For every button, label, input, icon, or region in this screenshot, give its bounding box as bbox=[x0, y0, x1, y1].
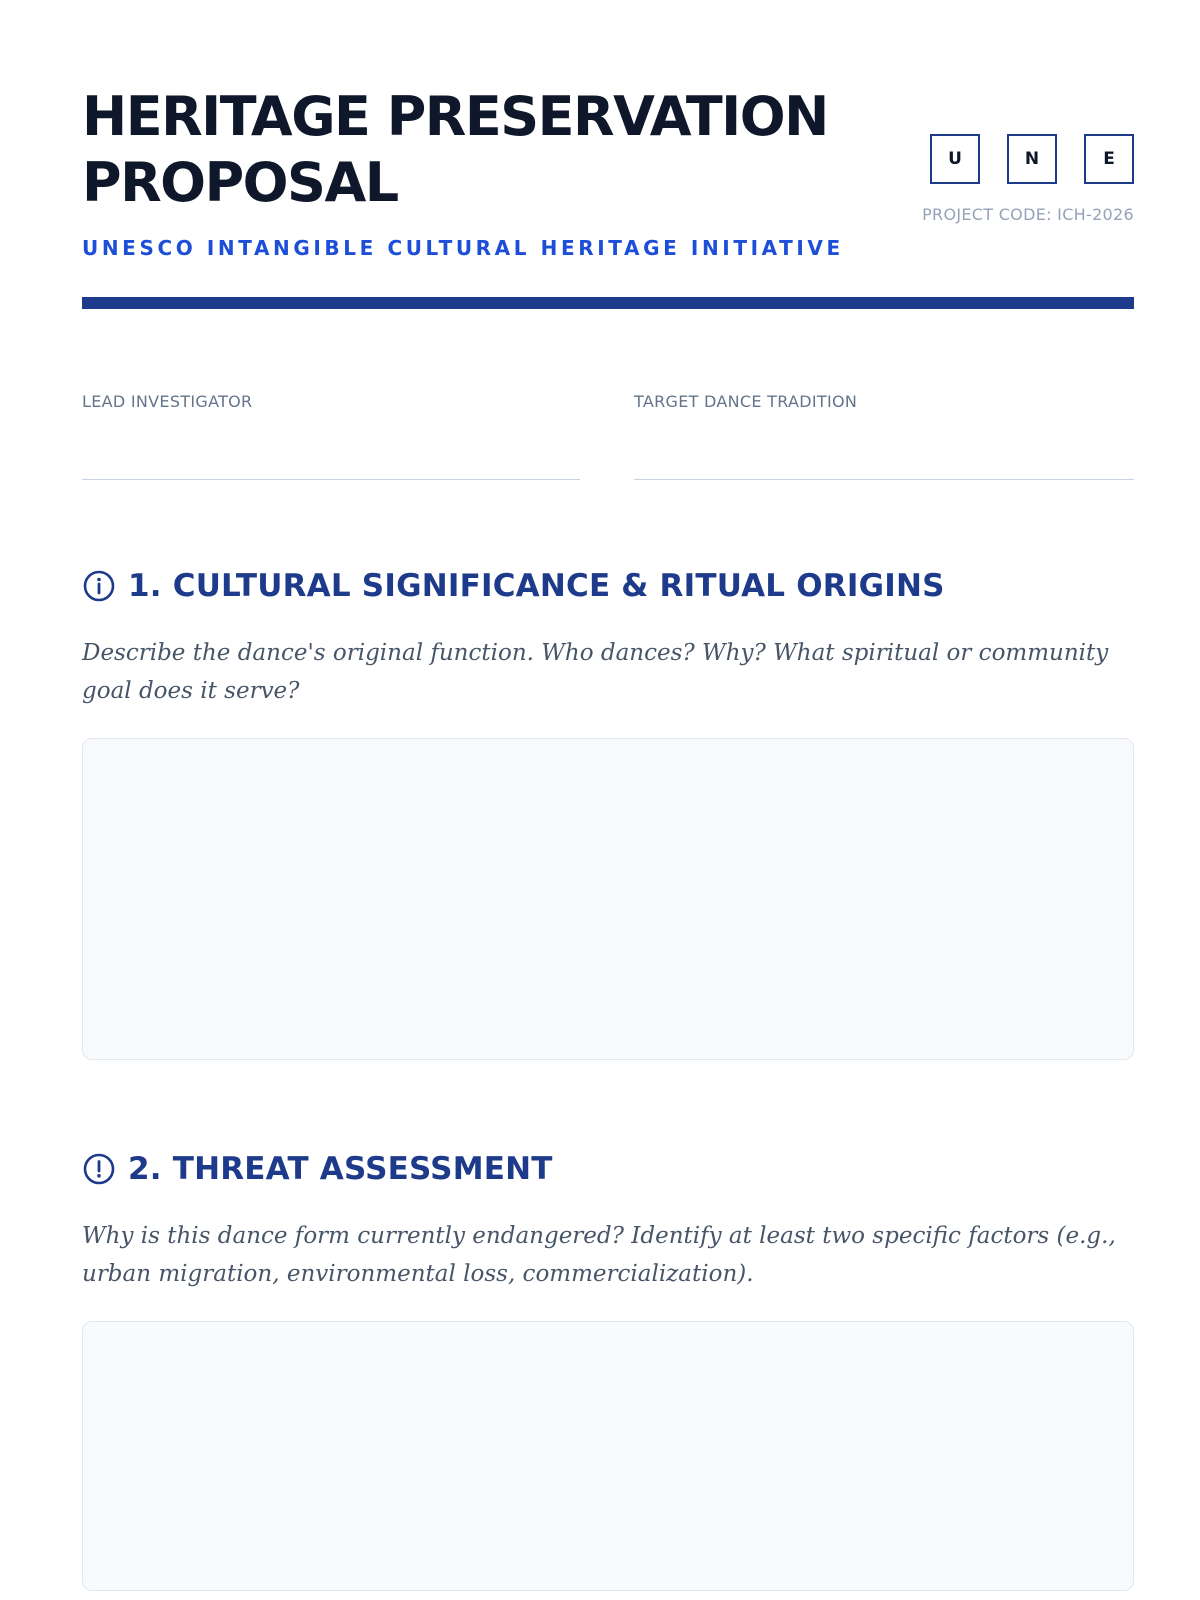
document-subtitle: UNESCO INTANGIBLE CULTURAL HERITAGE INITIATIVE bbox=[82, 236, 844, 260]
title-block bbox=[82, 84, 902, 260]
alert-circle-icon bbox=[82, 1152, 116, 1186]
section-heading bbox=[82, 564, 1134, 608]
proposal-page bbox=[82, 0, 1134, 1600]
info-circle-icon bbox=[82, 569, 116, 603]
section-title: 2. THREAT ASSESSMENT bbox=[128, 1151, 553, 1187]
section-threat-assessment bbox=[82, 1147, 1134, 1591]
lead-investigator-field[interactable] bbox=[82, 392, 580, 480]
document-title: HERITAGE PRESERVATION PROPOSAL bbox=[82, 85, 828, 214]
target-dance-tradition-field[interactable] bbox=[634, 392, 1134, 480]
code-box: U bbox=[930, 134, 980, 184]
code-box: N bbox=[1007, 134, 1057, 184]
cultural-significance-answer-box[interactable] bbox=[82, 738, 1134, 1060]
code-boxes bbox=[904, 134, 1134, 184]
code-box: E bbox=[1084, 134, 1134, 184]
header-divider bbox=[82, 297, 1134, 309]
section-prompt: Why is this dance form currently endangered? Identify at least two specific factors (e.g., urban migration, environmental loss, commercialization). bbox=[82, 1223, 1116, 1287]
threat-assessment-answer-box[interactable] bbox=[82, 1321, 1134, 1591]
lead-investigator-label: LEAD INVESTIGATOR bbox=[82, 392, 253, 411]
document-header bbox=[82, 84, 1134, 274]
section-prompt: Describe the dance's original function. Who dances? Why? What spiritual or community goal does it serve? bbox=[82, 640, 1109, 704]
target-dance-tradition-label: TARGET DANCE TRADITION bbox=[634, 392, 858, 411]
section-heading bbox=[82, 1147, 1134, 1191]
project-code-block bbox=[904, 134, 1134, 228]
section-cultural-significance bbox=[82, 564, 1134, 1060]
project-code: PROJECT CODE: ICH-2026 bbox=[922, 205, 1134, 224]
section-title: 1. CULTURAL SIGNIFICANCE & RITUAL ORIGINS bbox=[128, 568, 945, 604]
